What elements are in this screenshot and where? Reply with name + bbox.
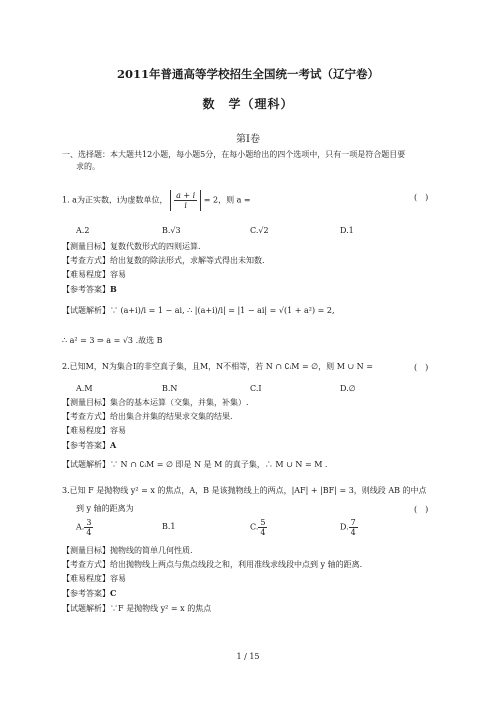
q3-answer-label: 【参考答案】	[62, 589, 110, 598]
q2-answer: A	[110, 440, 117, 450]
exam-subtitle: 数 学（理科）	[202, 97, 294, 111]
q2-answer-label: 【参考答案】	[62, 441, 110, 450]
q3-answer: C	[110, 588, 117, 598]
section-heading: 一、选择题：本大题共12小题，每小题5分，在每小题给出的四个选项中，只有一项是符合题目要	[62, 150, 406, 159]
q3-opt-a-frac	[84, 518, 93, 537]
q2-paren: ( )	[414, 363, 429, 372]
q1-eq: = 2，则 a =	[203, 195, 251, 205]
exam-title: 2011年普通高等学校招生全国统一考试（辽宁卷）	[116, 67, 379, 81]
q2-target: 【测量目标】集合的基本运算（交集，并集，补集）.	[62, 398, 249, 407]
q3-method: 【考查方式】给出抛物线上两点与焦点线段之和，利用准线求线段中点到 y 轴的距离.	[62, 560, 363, 569]
q1-difficulty: 【难易程度】容易	[62, 270, 126, 279]
q1-target: 【测量目标】复数代数形式的四则运算.	[62, 242, 201, 251]
q1-answer-line	[62, 284, 117, 295]
q2-analysis-text1: ∵ N ∩ ∁ᵢM = ∅ 即是 N 是 M 的真子集，∴ M ∪ N = M .	[110, 460, 328, 469]
q1-abs-frac	[170, 190, 201, 211]
q1-answer-label: 【参考答案】	[62, 285, 110, 294]
q1-opt-b: B.√3	[162, 226, 181, 235]
q1-analysis-line1	[62, 306, 335, 316]
q3-opt-b: B.1	[162, 522, 176, 531]
q1-frac-num: a + i	[176, 191, 196, 200]
q3-opt-c-num: 5	[260, 518, 266, 527]
q3-opt-d-letter: D.	[340, 522, 349, 532]
q3-opt-d-num: 7	[350, 518, 356, 527]
q3-answer-line	[62, 588, 116, 599]
q1-opt-c: C.√2	[250, 226, 269, 235]
q1-answer: B	[110, 284, 117, 294]
q3-target: 【测量目标】抛物线的简单几何性质.	[62, 546, 193, 555]
q1-paren: ( )	[414, 193, 429, 202]
q3-analysis-text1: ∵F 是抛物线 y² = x 的焦点	[110, 604, 212, 613]
q2-opt-a: A.M	[76, 384, 93, 393]
q3-opt-d-frac	[349, 518, 358, 537]
q1-fraction	[174, 191, 197, 210]
q1-analysis-label: 【试题解析】	[62, 306, 110, 315]
page-number: 1 / 15	[236, 652, 260, 661]
q3-opt-c	[250, 518, 267, 537]
q3-stem-cont: 到 y 轴的距离为	[76, 504, 134, 513]
q2-opt-d: D.∅	[340, 384, 356, 393]
q3-analysis-label: 【试题解析】	[62, 604, 110, 613]
q1-stem-text: 1. a为正实数，i为虚数单位，	[62, 195, 168, 205]
q2-opt-b: B.N	[162, 384, 178, 393]
q3-opt-d-den: 4	[350, 528, 356, 537]
q3-opt-c-frac	[258, 518, 267, 537]
q3-stem: 3.已知 F 是抛物线 y² = x 的焦点，A，B 是该抛物线上的两点，|AF| + |BF| = 3，则线段 AB 的中点	[62, 486, 427, 495]
q1-analysis-text1: ∵ (a+i)/i = 1 − ai, ∴ |(a+i)/i| = |1 − ai| = √(1 + a²) = 2,	[110, 306, 335, 315]
volume-label: 第Ⅰ卷	[236, 134, 260, 145]
q1-analysis-line2: ∴ a² = 3 ⇒ a = √3 .故选 B	[62, 336, 163, 345]
q2-difficulty: 【难易程度】容易	[62, 426, 126, 435]
q1-opt-d: D.1	[340, 226, 354, 235]
q2-method: 【考查方式】给出集合并集的结果求交集的结果.	[62, 412, 233, 421]
q2-analysis-line1	[62, 460, 327, 470]
q3-opt-c-letter: C.	[250, 522, 259, 532]
q1-method: 【考查方式】给出复数的除法形式，求解等式得出未知数.	[62, 256, 265, 265]
q2-stem: 2.已知M，N为集合I的非空真子集，且M，N不相等，若 N ∩ ∁ᵢM = ∅，则 M ∪ N =	[62, 362, 373, 371]
q3-opt-a-letter: A.	[76, 522, 85, 532]
q2-opt-c: C.I	[250, 384, 262, 393]
q3-paren: ( )	[414, 505, 429, 514]
q3-opt-a-num: 3	[86, 518, 92, 527]
q3-difficulty: 【难易程度】容易	[62, 574, 126, 583]
q2-answer-line	[62, 440, 116, 451]
q1-opt-a: A.2	[76, 226, 90, 235]
section-heading-cont: 求的。	[76, 162, 100, 171]
q3-opt-c-den: 4	[260, 528, 266, 537]
q1-stem	[62, 190, 251, 211]
q3-analysis-line1	[62, 604, 211, 614]
q3-opt-d	[340, 518, 358, 537]
q2-analysis-label: 【试题解析】	[62, 460, 110, 469]
q3-opt-a	[76, 518, 93, 537]
q3-opt-a-den: 4	[86, 528, 92, 537]
q1-frac-den: i	[184, 201, 187, 210]
